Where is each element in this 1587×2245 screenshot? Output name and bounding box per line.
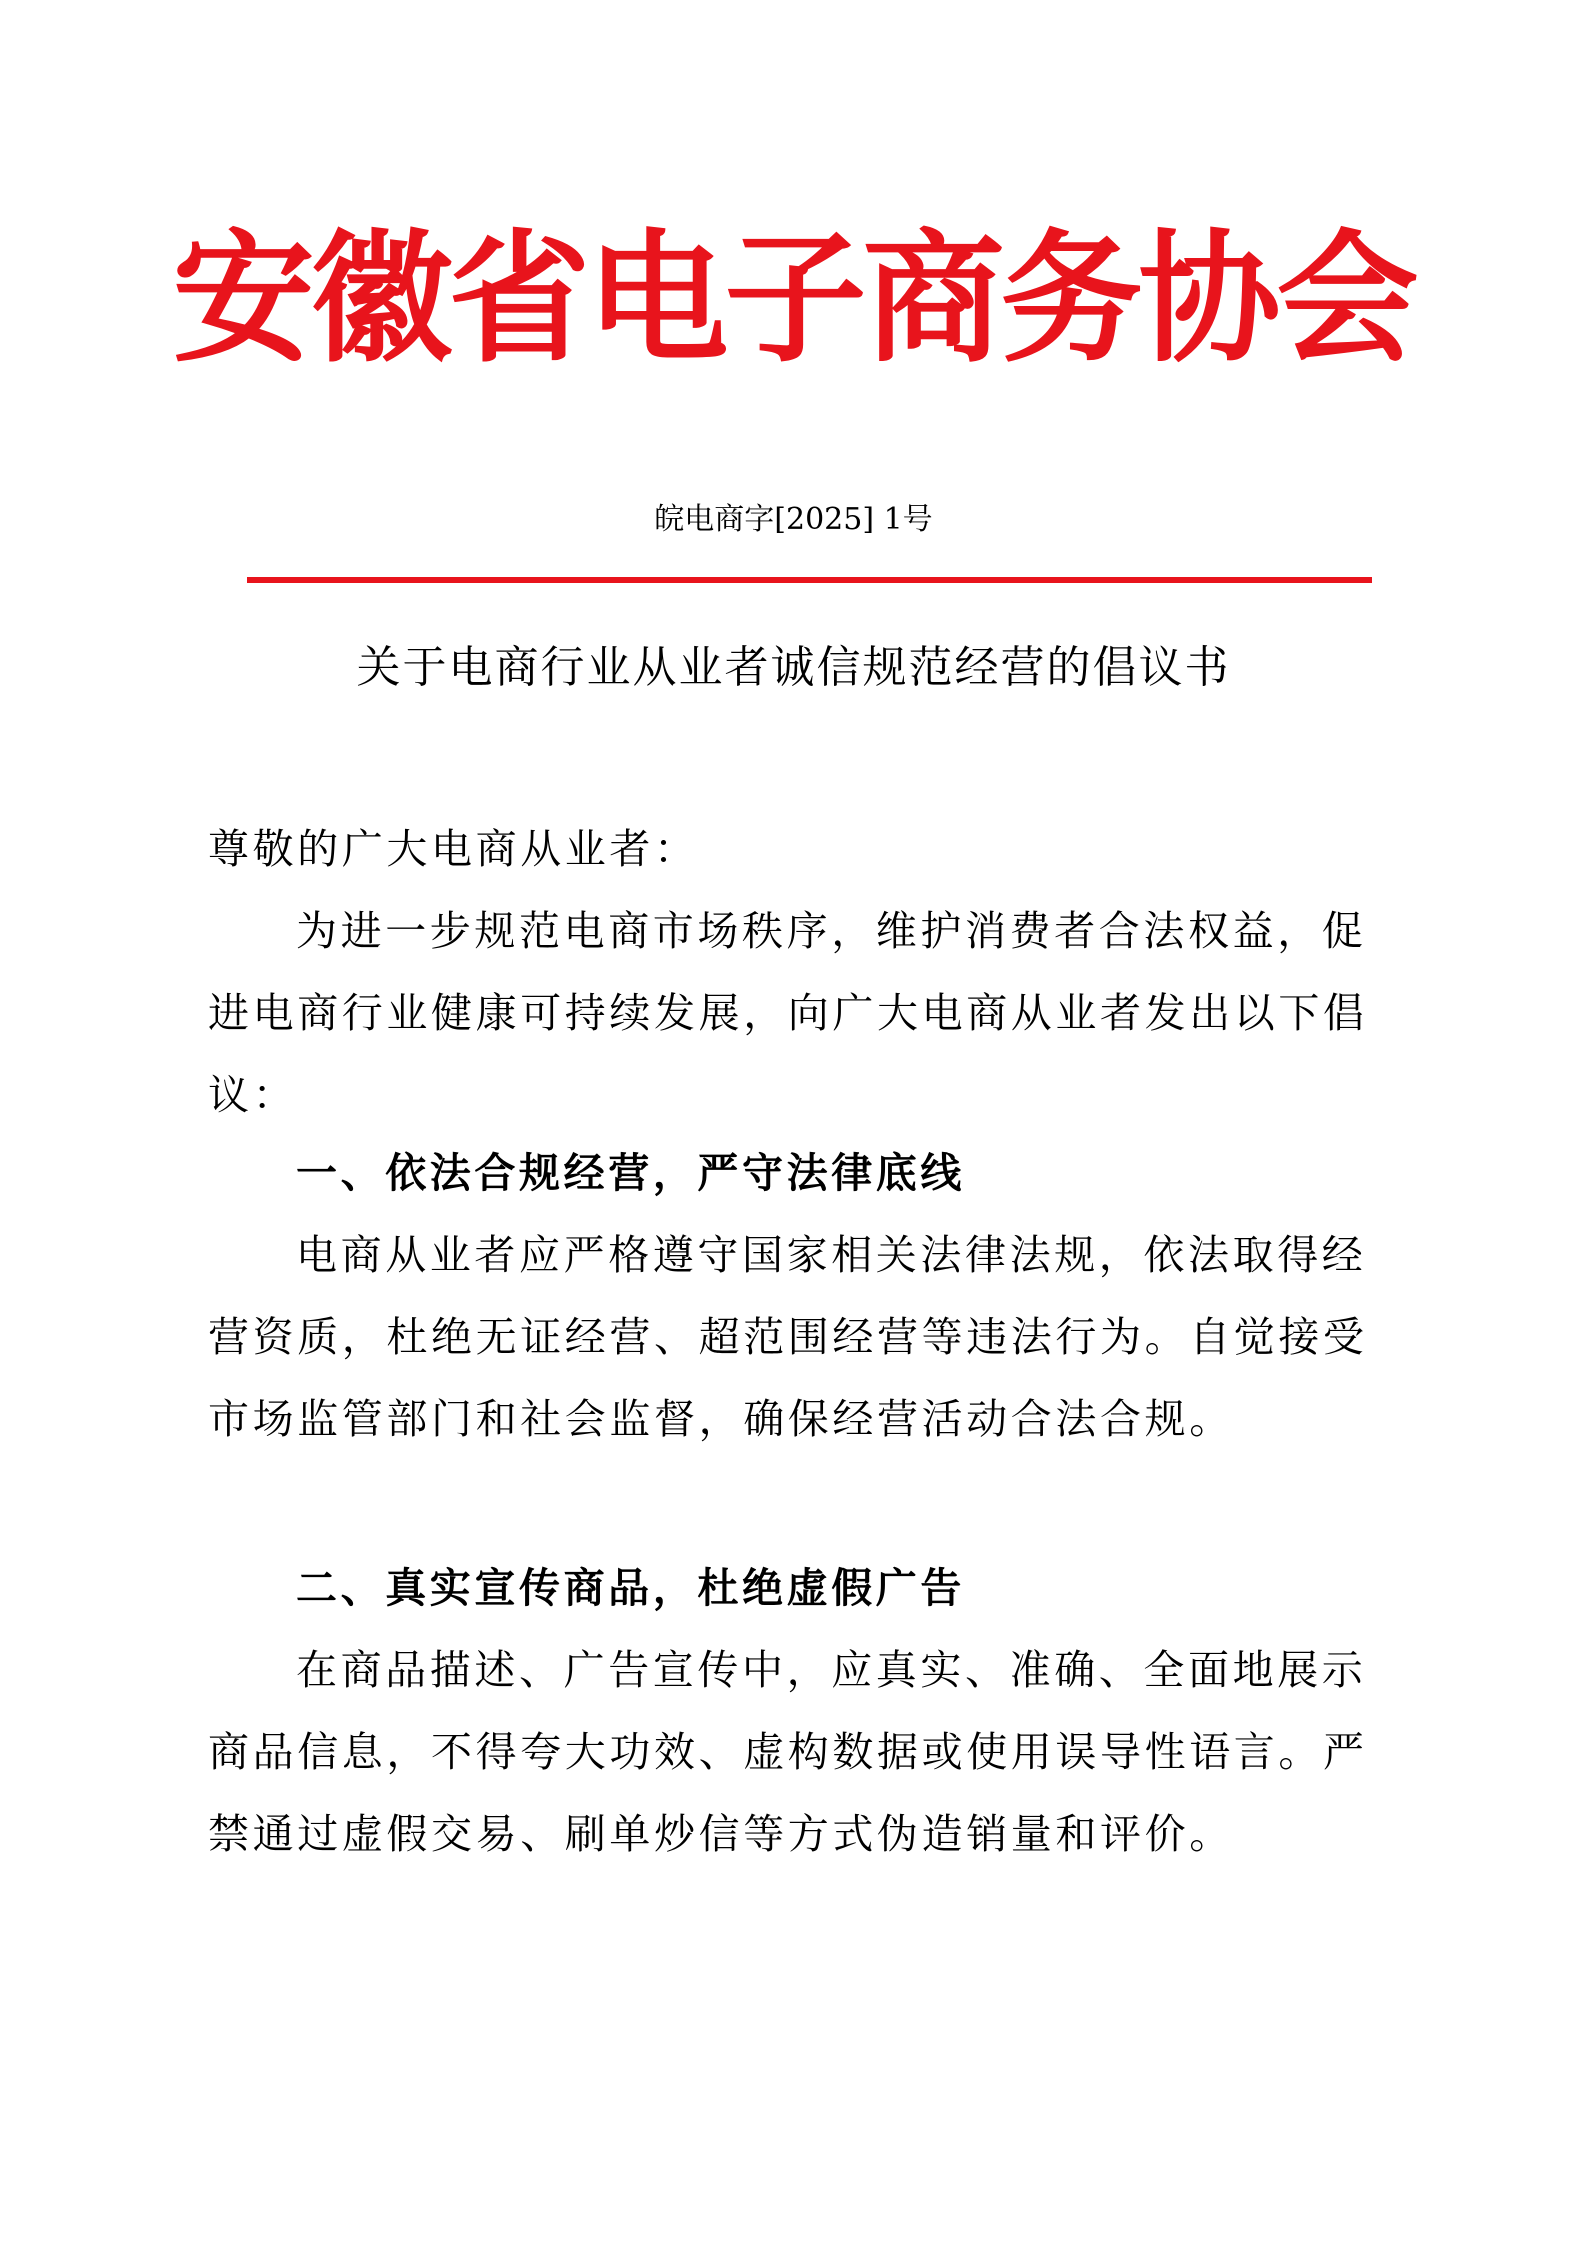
salutation-block [208,808,1388,1136]
intro-paragraph: 为进一步规范电商市场秩序，维护消费者合法权益，促进电商行业健康可持续发展，向广大电商从业者发出以下倡议： [208,907,1368,1119]
section-2 [208,1547,1388,1875]
red-separator-rule [247,577,1372,583]
document-title: 关于电商行业从业者诚信规范经营的倡议书 [356,642,1231,693]
section-1-body: 电商从业者应严格遵守国家相关法律法规，依法取得经营资质，杜绝无证经营、超范围经营等违法行为。自觉接受市场监管部门和社会监督，确保经营活动合法合规。 [208,1231,1368,1443]
section-1 [208,1132,1388,1460]
section-1-heading: 一、依法合规经营，严守法律底线 [296,1149,965,1197]
section-2-body: 在商品描述、广告宣传中，应真实、准确、全面地展示商品信息，不得夸大功效、虚构数据或使用误导性语言。严禁通过虚假交易、刷单炒信等方式伪造销量和评价。 [208,1646,1368,1858]
organization-masthead: 安徽省电子商务协会 [172,217,1415,382]
salutation: 尊敬的广大电商从业者： [208,825,699,873]
document-number: 皖电商字[2025] 1号 [654,502,933,537]
section-2-heading: 二、真实宣传商品，杜绝虚假广告 [296,1564,965,1612]
